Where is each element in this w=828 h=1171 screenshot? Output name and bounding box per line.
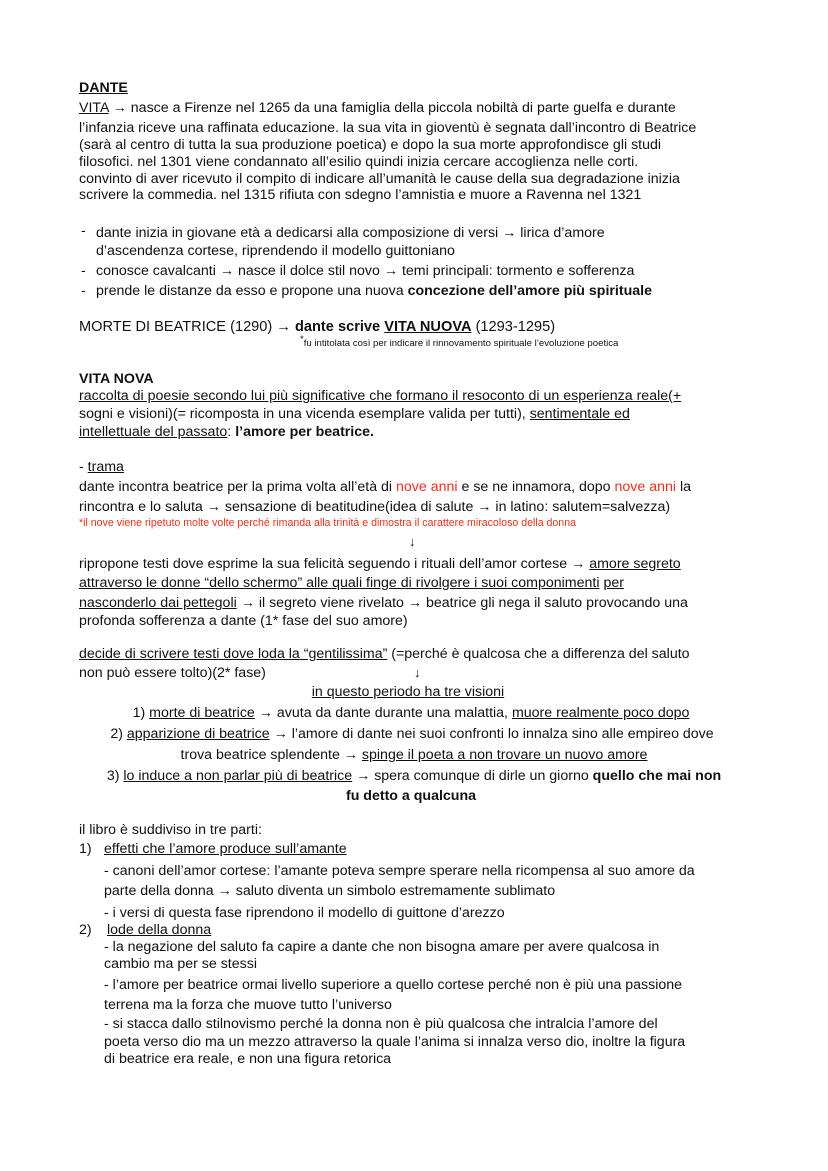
trama-line (79, 645, 690, 663)
parti-line: cambio ma per se stessi (104, 956, 257, 972)
trama-text: (=perché è qualcosa che a differenza del saluto (387, 646, 690, 662)
bullet-dash: - (81, 283, 86, 299)
vision-text: → spera comunque di dirle un giorno (352, 768, 593, 784)
vision-number: 3) (106, 768, 124, 784)
vision-text: → l’amore di dante nei suoi confronti lo innalza sino alle empireo dove (269, 726, 714, 742)
red-note: *il nove viene ripetuto molte volte perché rimanda alla trinità e dimostra il carattere miracoloso della donna (79, 517, 576, 529)
colon: : (227, 424, 236, 440)
vision-bold: quello che mai non (592, 768, 722, 784)
parti-line: di beatrice era reale, e non una figura retorica (104, 1051, 392, 1067)
down-arrow: ↓ (409, 534, 416, 549)
trama-text: → il segreto viene rivelato → beatrice gli nega il saluto provocando una (236, 595, 688, 611)
trama-underlined: nasconderlo dai pettegoli (79, 595, 237, 611)
parti-line: - l’amore per beatrice ormai livello superiore a quello cortese perché non è più una passione (104, 977, 683, 993)
trama-line (79, 594, 688, 612)
trama-text: la (676, 479, 692, 495)
bullet-text-bold: concezione dell’amore più spirituale (407, 283, 652, 299)
vita-line: convinto di aver ricevuto il compito di indicare all’umanità le cause della sua degradazione inizia (79, 171, 680, 187)
visions-heading: in questo periodo ha tre visioni (311, 684, 505, 700)
section-heading: VITA NOVA (79, 371, 154, 387)
vita-nova-line: raccolta di poesie secondo lui più significative che formano il resoconto di un esperienza reale(+ (79, 388, 682, 404)
vita-label: VITA (79, 100, 109, 116)
vita-line: scrivere la commedia. nel 1315 rifiuta con sdegno l’amnistia e muore a Ravenna nel 1321 (79, 187, 642, 203)
parti-line: poeta verso dio ma un mezzo attraverso la quale l’anima si innalza verso dio, inoltre la figura (104, 1034, 686, 1050)
trama-text: dante incontra beatrice per la prima volta all’età di (79, 479, 397, 495)
vision-item (0, 704, 825, 722)
vita-nova-underlined: sentimentale ed (529, 406, 630, 422)
bullet-text: dante inizia in giovane età a dedicarsi alla composizione di versi → lirica d’amore (96, 225, 605, 241)
bullet-dash: - (81, 263, 86, 279)
vita-line (79, 99, 676, 117)
trama-dash: - (79, 459, 88, 475)
vision-underlined: lo induce a non parlar più di beatrice (123, 768, 353, 784)
trama-line: rincontra e lo saluta → sensazione di beatitudine(idea di salute → in latino: salutem=salvezza) (79, 499, 671, 515)
trama-heading (79, 458, 124, 476)
morte-years: (1293-1295) (471, 319, 556, 335)
bullet-text (96, 282, 652, 300)
vision-item (0, 746, 828, 764)
vita-nova-text: sogni e visioni)(= ricomposta in una vicenda esemplare valida per tutti), (79, 406, 530, 422)
footnote (300, 334, 619, 350)
bullet-dash: - (81, 223, 86, 239)
vision-underlined: apparizione di beatrice (126, 726, 270, 742)
trama-underlined: attraverso le donne “dello schermo” alle quali finge di rivolgere i suoi componimenti (79, 575, 600, 591)
parti-line: - canoni dell’amor cortese: l’amante poteva sempre sperare nella ricompensa al suo amore da (104, 863, 695, 879)
vision-item (0, 767, 828, 785)
trama-line: profonda sofferenza a dante (1* fase del suo amore) (79, 613, 408, 629)
vita-nova-bold: l’amore per beatrice. (235, 424, 374, 440)
vision-number: 2) (110, 726, 127, 742)
trama-line: non può essere tolto)(2* fase) (79, 665, 266, 681)
vita-line: (sarà al centro di tutta la sua produzione poetica) e dopo la sua morte approfondisce gli studi (79, 137, 662, 153)
morte-bold: dante scrive (294, 319, 385, 335)
bullet-text: d’ascendenza cortese, riprendendo il modello guittoniano (96, 243, 455, 259)
trama-line (79, 478, 691, 496)
down-arrow: ↓ (414, 665, 421, 680)
vita-nova-line (79, 423, 374, 441)
vision-underlined: spinge il poeta a non trovare un nuovo amore (361, 747, 648, 763)
parti-line: - i versi di questa fase riprendono il modello di guittone d’arezzo (104, 905, 505, 921)
parti-heading: effetti che l’amore produce sull’amante (104, 841, 347, 857)
vita-line: filosofici. nel 1301 viene condannato all’esilio quindi inizia cercare accoglienza nelle corti. (79, 154, 639, 170)
vita-nova-line (79, 405, 630, 423)
trama-text: ripropone testi dove esprime la sua felicità seguendo i rituali dell’amor cortese → (79, 556, 590, 572)
parti-line: - si stacca dallo stilnovismo perché la donna non è più qualcosa che intralcia l’amore del (104, 1016, 658, 1032)
arrow: → (112, 100, 127, 116)
parti-number: 1) (79, 841, 92, 857)
highlight-red: nove anni (614, 479, 677, 495)
trama-underlined: per (603, 575, 624, 591)
trama-text: e se ne innamora, dopo (457, 479, 615, 495)
vita-line: l’infanzia riceve una raffinata educazione. la sua vita in gioventù è segnata dall’incontro di Beatrice (79, 120, 697, 136)
morte-line (79, 318, 555, 336)
parti-line: - la negazione del saluto fa capire a dante che non bisogna amare per avere qualcosa in (104, 939, 660, 955)
trama-line (79, 574, 624, 592)
trama-underlined: amore segreto (589, 556, 681, 572)
parti-intro: il libro è suddiviso in tre parti: (79, 822, 262, 838)
vision-underlined: muore realmente poco dopo (511, 705, 690, 721)
footnote-text: fu intitolata così per indicare il rinnovamento spirituale l’evoluzione poetica (303, 338, 619, 349)
vita-nova-underlined: intellettuale del passato (79, 424, 228, 440)
parti-number: 2) (79, 922, 92, 938)
vita-text: nasce a Firenze nel 1265 da una famiglia della piccola nobiltà di parte guelfa e durante (126, 100, 676, 116)
vision-text: → avuta da dante durante una malattia, (254, 705, 512, 721)
bullet-text-plain: prende le distanze da esso e propone una nuova (96, 283, 408, 299)
parti-line: parte della donna → saluto diventa un simbolo estremamente sublimato (104, 883, 556, 899)
bullet-text: conosce cavalcanti → nasce il dolce stil novo → temi principali: tormento e sofferenza (96, 263, 635, 279)
vision-text: trova beatrice splendente → (180, 747, 362, 763)
footnote-star: * (300, 334, 304, 345)
parti-heading: lode della donna (107, 922, 212, 938)
trama-underlined: decide di scrivere testi dove loda la “gentilissima” (79, 646, 388, 662)
vision-item (0, 725, 826, 743)
trama-label: trama (87, 459, 124, 475)
parti-line: terrena ma la forza che muove tutto l’universo (104, 997, 392, 1013)
page-title: DANTE (79, 80, 128, 96)
vita-nuova-title: VITA NUOVA (384, 319, 472, 335)
vision-item: fu detto a qualcuna (345, 788, 477, 804)
highlight-red: nove anni (396, 479, 458, 495)
morte-plain: MORTE DI BEATRICE (1290) → (79, 319, 295, 335)
trama-line (79, 555, 681, 573)
vision-number: 1) (132, 705, 150, 721)
vision-underlined: morte di beatrice (149, 705, 255, 721)
